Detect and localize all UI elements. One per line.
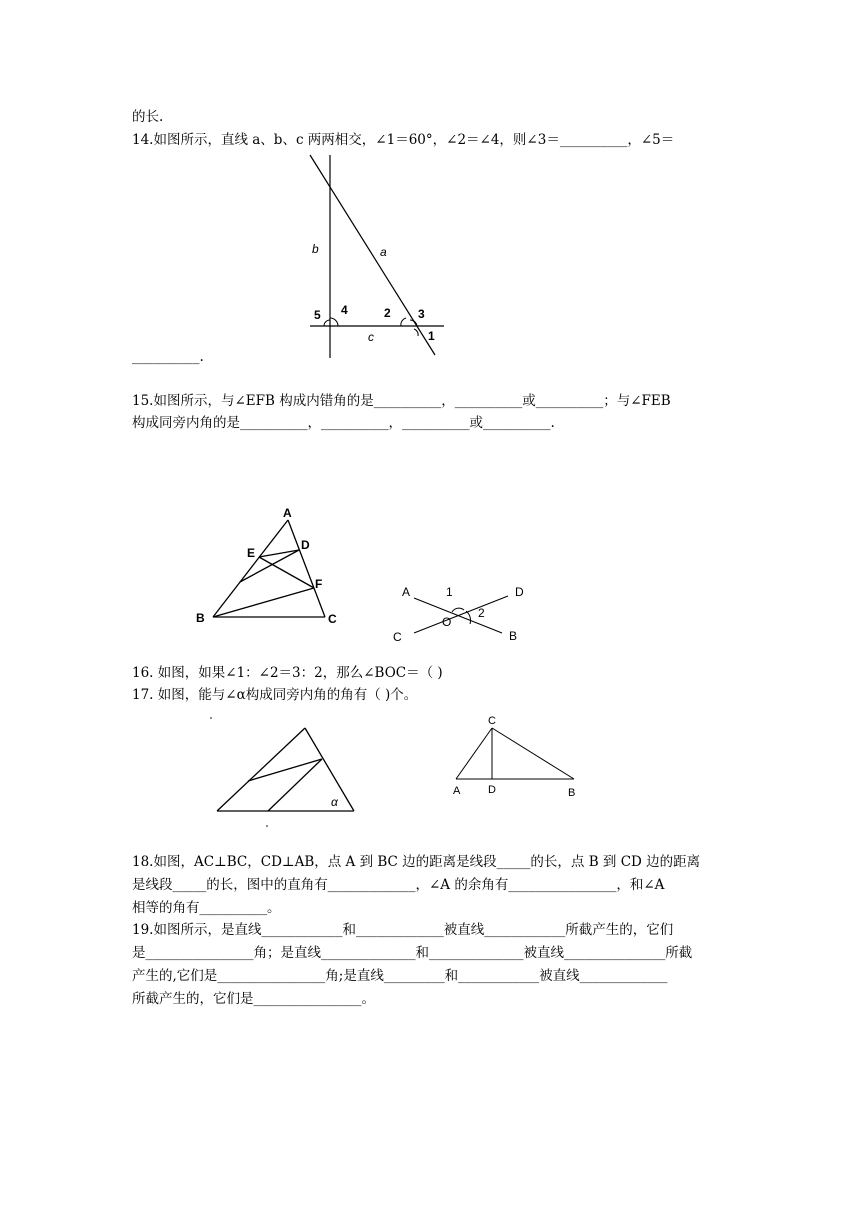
label-F: F: [315, 577, 323, 591]
label-B: B: [509, 629, 518, 643]
label-c: c: [368, 330, 374, 344]
label-1: 1: [428, 329, 435, 343]
question-17: 17. 如图，能与∠α构成同旁内角的角有（ )个。: [132, 687, 418, 703]
label-A: A: [402, 585, 411, 599]
label-C: C: [488, 715, 496, 727]
label-5: 5: [314, 308, 321, 322]
question-16: 16. 如图，如果∠1：∠2＝3：2，那么∠BOC＝（ ): [132, 665, 443, 681]
label-a: a: [380, 245, 387, 259]
label-C: C: [328, 612, 337, 626]
question-19: 19.如图所示，是直线____________和_____________被直线____________所截产生的，它们: [132, 922, 674, 938]
label-C: C: [393, 630, 402, 644]
label-1: 1: [446, 585, 453, 599]
label-E: E: [247, 546, 256, 560]
question-18-cont: 是线段_____的长，图中的直角有_____________，∠A 的余角有________________，和∠A: [132, 877, 665, 893]
figure-17: [205, 712, 365, 832]
label-A: A: [453, 785, 461, 797]
label-O: O: [442, 615, 452, 629]
question-18: 18.如图，AC⊥BC，CD⊥AB，点 A 到 BC 边的距离是线段_____的长，点 B 到 CD 边的距离: [132, 854, 701, 870]
question-19-cont2: 产生的,它们是________________角;是直线_________和____________被直线_____________: [132, 968, 668, 984]
label-B: B: [568, 787, 576, 799]
label-2: 2: [384, 306, 391, 320]
figure-15: [190, 500, 350, 635]
question-14-cont: __________.: [132, 349, 204, 365]
label-B: B: [196, 611, 205, 625]
label-D: D: [488, 784, 496, 796]
label-alpha: α: [331, 795, 338, 809]
question-18-cont2: 相等的角有__________。: [132, 900, 281, 916]
figure-18: [445, 710, 595, 800]
text-line: 的长.: [132, 109, 164, 125]
label-4: 4: [341, 303, 348, 317]
label-3: 3: [418, 307, 425, 321]
figure-16: [390, 578, 540, 648]
label-A: A: [283, 506, 292, 520]
label-2: 2: [478, 606, 485, 620]
question-15-cont: 构成同旁内角的是__________，__________，__________或__________.: [132, 415, 555, 431]
question-19-cont3: 所截产生的，它们是________________。: [132, 991, 375, 1007]
question-15: 15.如图所示，与∠EFB 构成内错角的是__________，__________或__________；与∠FEB: [132, 393, 671, 409]
label-D: D: [515, 585, 524, 599]
question-19-cont: 是________________角；是直线______________和______________被直线_______________所截: [132, 945, 693, 961]
question-14: 14.如图所示，直线 a、b、c 两两相交，∠1＝60°，∠2＝∠4，则∠3＝__________，∠5＝: [132, 132, 675, 148]
label-D: D: [301, 538, 310, 552]
label-b: b: [312, 242, 319, 256]
figure-14: [300, 150, 460, 365]
